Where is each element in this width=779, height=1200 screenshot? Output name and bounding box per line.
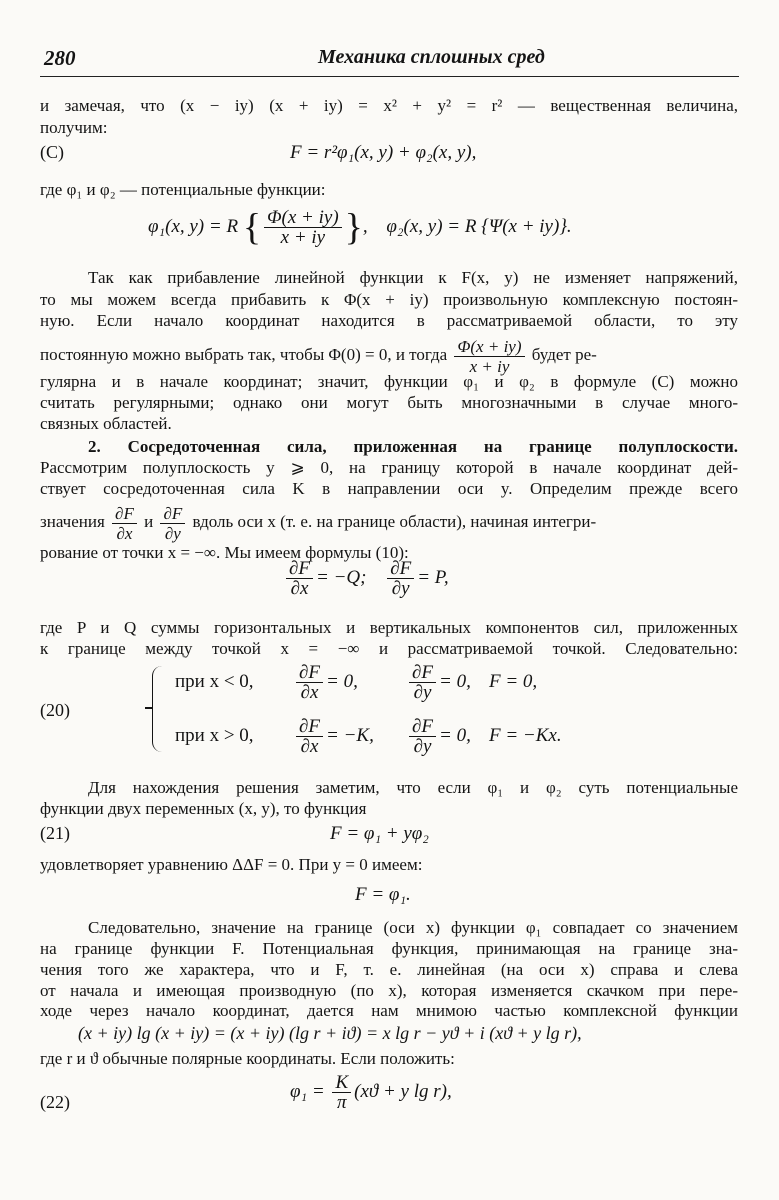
denominator: ∂x	[116, 523, 133, 543]
text-line: Так как прибавление линейной функции к F(x, y) не изменяет напряжений,	[88, 268, 738, 287]
running-title: Механика сплошных сред	[318, 46, 545, 68]
formula-20-row2	[175, 716, 562, 756]
numerator: ∂F	[387, 559, 414, 579]
text-line: ную. Если начало координат находится в рассматриваемой области, то эту	[40, 311, 738, 330]
denominator: ∂y	[164, 523, 181, 543]
formula-fragment: F = 0,	[489, 671, 538, 692]
text-line: связных областей.	[40, 414, 172, 433]
inline-numerator: Φ(x + iy)	[454, 337, 524, 357]
condition: при x > 0,	[175, 725, 254, 746]
formula-fragment: = 0,	[439, 671, 471, 692]
phi1-fraction	[264, 208, 342, 247]
inline-fraction	[454, 337, 524, 376]
k-over-pi-fraction	[332, 1073, 351, 1112]
page-number: 280	[44, 46, 76, 70]
formula-lg: (x + iy) lg (x + iy) = (x + iy) (lg r + iϑ) = x lg r − yϑ + i (xϑ + y lg r),	[78, 1023, 582, 1043]
equation-number-20: (20)	[40, 700, 70, 720]
numerator: ∂F	[112, 504, 137, 524]
dFdy-fraction	[409, 717, 436, 756]
text-line: Для нахождения решения заметим, что если φ₁ и φ₂ суть потенциальные	[88, 778, 738, 797]
text-line: гулярна и в начале координат; значит, функции φ₁ и φ₂ в формуле (C) можно	[40, 372, 738, 391]
text-line-derivatives	[40, 500, 738, 544]
text-fragment: и	[144, 512, 154, 531]
dFdx-fraction	[286, 559, 313, 598]
formula-fragment: φ₁ =	[290, 1081, 325, 1102]
text-line: где φ₁ и φ₂ — потенциальные функции:	[40, 180, 326, 199]
denominator: π	[337, 1092, 347, 1114]
dFdx-fraction	[296, 663, 323, 702]
text-line: функции двух переменных (x, y), то функция	[40, 799, 367, 818]
dFdy-fraction	[387, 559, 414, 598]
text-line: считать регулярными; однако они могут быть многозначными в случае много-	[40, 393, 738, 412]
text-line: где r и ϑ обычные полярные координаты. Если положить:	[40, 1049, 455, 1068]
phi1-lhs: φ₁(x, y) = R	[148, 215, 239, 237]
formula-fragment: = −Q;	[316, 567, 367, 588]
formula-fragment: = −K,	[326, 725, 374, 746]
text-fragment: постоянную можно выбрать так, чтобы Φ(0) = 0, и тогда	[40, 345, 448, 364]
text-line: на границе функции F. Потенциальная функция, принимающая на границе зна-	[40, 939, 738, 958]
condition: при x < 0,	[175, 671, 254, 692]
text-line: удовлетворяет уравнению ΔΔF = 0. При y = 0 имеем:	[40, 855, 423, 874]
header-rule	[40, 76, 739, 77]
formula-phi: φ₁(x, y) = R { $\frac{\Phi(x + iy)}{x + iy}$ }, φ₂(x, y) = R {Ψ(x + iy)}.	[148, 206, 572, 249]
text-line: то мы можем всегда прибавить к Φ(x + iy) произвольную комплексную постоян-	[40, 290, 738, 309]
numerator: ∂F	[286, 559, 313, 579]
text-line: к границе между точкой x = −∞ и рассматриваемой точкой. Следовательно:	[40, 639, 738, 658]
text-line: Рассмотрим полуплоскость y ⩾ 0, на границу которой в начале координат дей-	[40, 458, 738, 477]
dFdx-fraction	[112, 504, 137, 543]
formula-F-phi1: F = φ₁.	[355, 884, 411, 905]
text-line: ствует сосредоточенная сила K в направлении оси y. Определим прежде всего	[40, 479, 738, 498]
section-heading: 2. Сосредоточенная сила, приложенная на границе полуплоскости.	[88, 437, 738, 456]
text-fragment: вдоль оси x (т. е. на границе области), начиная интегри-	[192, 512, 597, 531]
text-line: Следовательно, значение на границе (оси x) функции φ₁ совпадает со значением	[88, 918, 738, 937]
text-line: рование от точки x = −∞. Мы имеем формулы (10):	[40, 543, 409, 562]
denominator: ∂x	[300, 736, 319, 758]
numerator: ∂F	[409, 663, 436, 683]
denominator: ∂x	[300, 682, 319, 704]
equation-number-21: (21)	[40, 823, 70, 843]
denominator: ∂y	[413, 682, 432, 704]
text-line: получим:	[40, 118, 108, 137]
equation-number-C: (C)	[40, 142, 64, 162]
phi1-denominator: x + iy	[280, 227, 326, 248]
text-line: ходе через начало координат, дается нам мнимою частью комплексной функции	[40, 1001, 738, 1020]
numerator: ∂F	[296, 663, 323, 683]
text-line: и замечая, что (x − iy) (x + iy) = x² + y² = r² — вещественная величина,	[40, 96, 738, 115]
denominator: ∂y	[413, 736, 432, 758]
right-brace: }	[344, 206, 363, 249]
running-header	[40, 46, 739, 74]
system-brace	[152, 666, 165, 752]
formula-fragment: = 0,	[439, 725, 471, 746]
dFdx-fraction	[296, 717, 323, 756]
formula-fragment: = P,	[417, 567, 449, 588]
dFdy-fraction	[160, 504, 185, 543]
formula-10	[283, 558, 449, 598]
phi1-numerator: Φ(x + iy)	[264, 208, 342, 228]
inline-denominator: x + iy	[469, 356, 510, 376]
formula-fragment: F = −Kx.	[489, 725, 562, 746]
formula-fragment: (xϑ + y lg r),	[354, 1081, 452, 1102]
left-brace: {	[242, 206, 262, 249]
numerator: K	[332, 1073, 351, 1093]
text-fragment: значения	[40, 512, 105, 531]
numerator: ∂F	[160, 504, 185, 524]
numerator: ∂F	[409, 717, 436, 737]
text-fragment: будет ре-	[531, 345, 597, 364]
formula-21: F = φ₁ + yφ₂	[330, 823, 429, 844]
formula-fragment: = 0,	[326, 671, 358, 692]
text-line: чения того же характера, что и F, т. е. линейная (на оси x) справа и слева	[40, 960, 738, 979]
text-line: от начала и имеющая производную (по x), которая изменяется скачком при пере-	[40, 981, 738, 1000]
text-line: где P и Q суммы горизонтальных и вертикальных компонентов сил, приложенных	[40, 618, 738, 637]
formula-20-row1	[175, 662, 537, 702]
denominator: ∂y	[391, 578, 410, 600]
numerator: ∂F	[296, 717, 323, 737]
equation-number-22: (22)	[40, 1092, 70, 1112]
phi2-formula: φ₂(x, y) = R {Ψ(x + iy)}.	[386, 215, 572, 237]
denominator: ∂x	[290, 578, 309, 600]
formula-22	[290, 1072, 452, 1112]
formula-C: F = r²φ₁(x, y) + φ₂(x, y),	[290, 142, 477, 163]
dFdy-fraction	[409, 663, 436, 702]
